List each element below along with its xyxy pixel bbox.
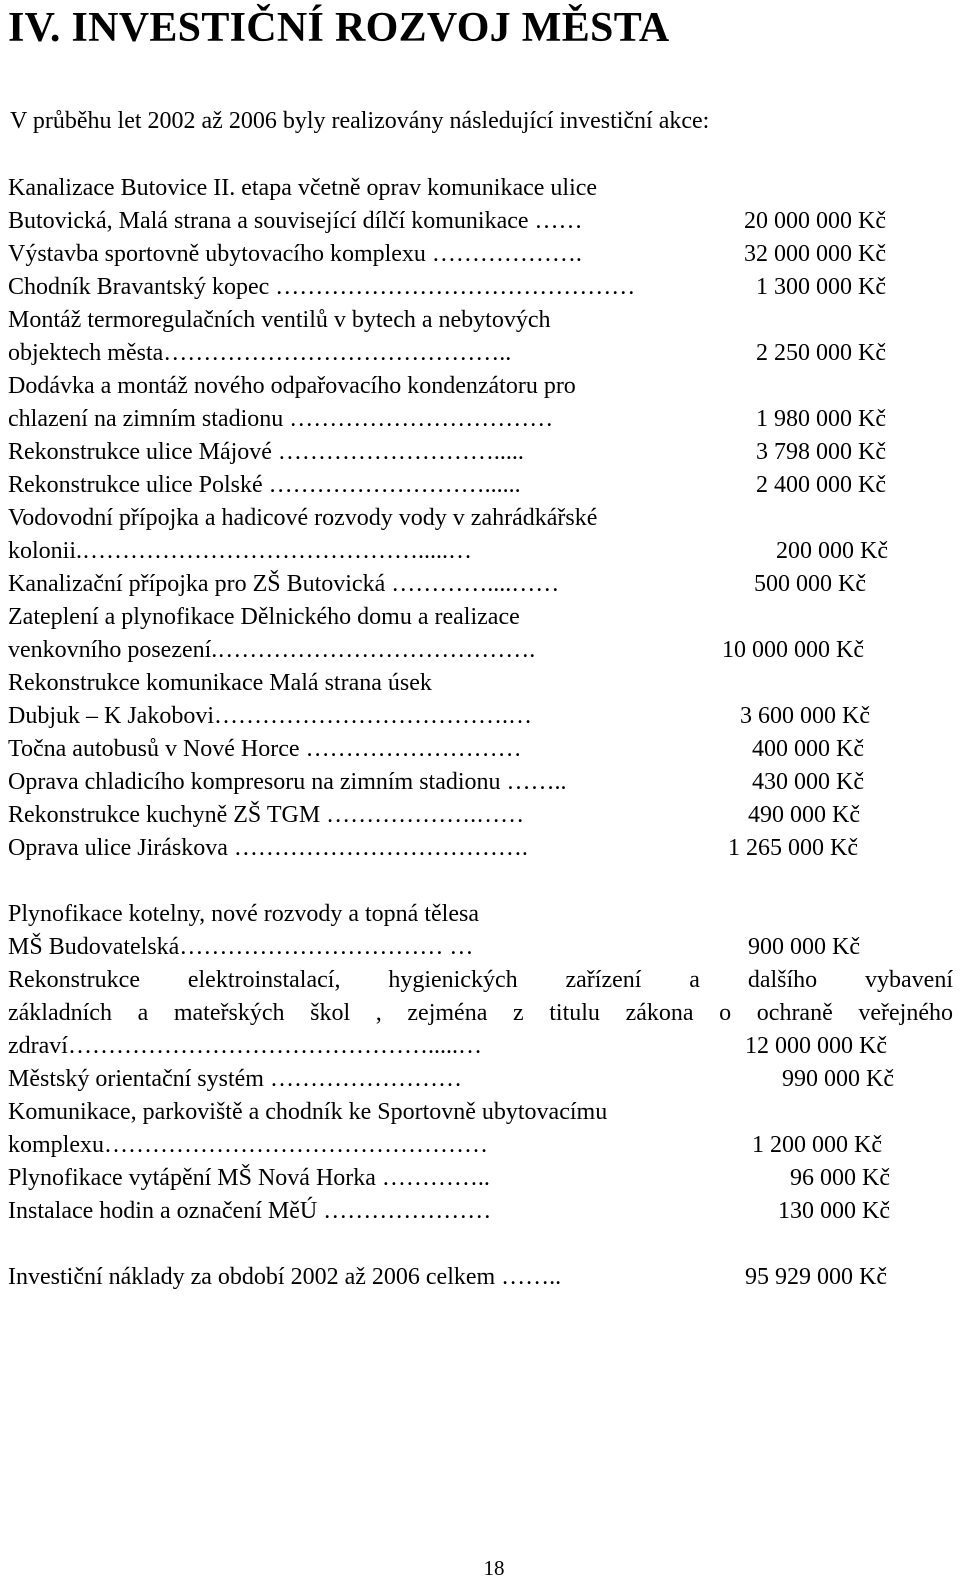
investment-item-continuation xyxy=(8,601,953,634)
investment-item-continuation xyxy=(8,502,953,535)
item-text: Rekonstrukce komunikace Malá strana úsek xyxy=(8,670,432,696)
item-text: Vodovodní přípojka a hadicové rozvody vody v zahrádkářské xyxy=(8,505,598,531)
item-text: zdraví……………………………………….....… xyxy=(8,1033,482,1059)
item-text: Plynofikace vytápění MŠ Nová Horka ………….. xyxy=(8,1165,490,1191)
item-amount: 96 000 Kč xyxy=(790,1165,890,1191)
item-amount: 500 000 Kč xyxy=(754,571,866,597)
item-amount: 130 000 Kč xyxy=(778,1198,890,1224)
item-text: Investiční náklady za období 2002 až 2006 celkem …….. xyxy=(8,1264,562,1290)
item-amount: 400 000 Kč xyxy=(752,736,864,762)
item-text: Chodník Bravantský kopec ……………………………………… xyxy=(8,274,636,300)
item-text: Rekonstrukce ulice Polské ………………………...... xyxy=(8,472,521,498)
item-amount: 1 265 000 Kč xyxy=(728,835,858,861)
item-amount: 3 600 000 Kč xyxy=(740,703,870,729)
document-title: IV. INVESTIČNÍ ROZVOJ MĚSTA xyxy=(8,5,670,51)
item-text: komplexu………………………………………… xyxy=(8,1132,488,1158)
investment-item-continuation xyxy=(8,997,953,1030)
investment-item-continuation xyxy=(8,304,953,337)
item-amount: 1 200 000 Kč xyxy=(752,1132,882,1158)
item-text: Montáž termoregulačních ventilů v bytech a nebytových xyxy=(8,307,551,333)
investment-item xyxy=(8,799,953,832)
item-amount: 430 000 Kč xyxy=(752,769,864,795)
investment-item-continuation xyxy=(8,370,953,403)
item-text: Kanalizační přípojka pro ZŠ Butovická …………....…… xyxy=(8,571,560,597)
investment-item xyxy=(8,568,953,601)
item-text: Instalace hodin a označení MěÚ ………………… xyxy=(8,1198,492,1224)
investment-item xyxy=(8,634,953,667)
item-text: Dubjuk – K Jakobovi……………………………….… xyxy=(8,703,532,729)
investment-item xyxy=(8,1063,953,1096)
item-amount: 1 980 000 Kč xyxy=(756,406,886,432)
item-text: Výstavba sportovně ubytovacího komplexu ………………. xyxy=(8,241,582,267)
investment-item xyxy=(8,436,953,469)
investment-item xyxy=(8,733,953,766)
item-amount: 2 250 000 Kč xyxy=(756,340,886,366)
investment-item xyxy=(8,271,953,304)
item-text: základních a mateřských škol , zejména z titulu zákona o ochraně veřejného xyxy=(8,1000,953,1026)
investment-item xyxy=(8,238,953,271)
item-amount: 990 000 Kč xyxy=(782,1066,894,1092)
item-text: Točna autobusů v Nové Horce ……………………… xyxy=(8,736,522,762)
investment-item xyxy=(8,1129,953,1162)
investment-item xyxy=(8,1261,953,1294)
item-text: Plynofikace kotelny, nové rozvody a topná tělesa xyxy=(8,901,479,927)
investment-item xyxy=(8,1030,953,1063)
item-text: venkovního posezení.…………………………………. xyxy=(8,637,536,663)
investment-item-continuation xyxy=(8,667,953,700)
item-amount: 200 000 Kč xyxy=(776,538,888,564)
item-text: Oprava chladicího kompresoru na zimním stadionu …….. xyxy=(8,769,567,795)
item-amount: 12 000 000 Kč xyxy=(745,1033,887,1059)
item-text: Zateplení a plynofikace Dělnického domu a realizace xyxy=(8,604,520,630)
page-number: 18 xyxy=(483,1556,505,1580)
item-text: Rekonstrukce ulice Májové ………………………..... xyxy=(8,439,524,465)
investment-item xyxy=(8,469,953,502)
investment-item xyxy=(8,1195,953,1228)
item-amount: 32 000 000 Kč xyxy=(744,241,886,267)
investment-item xyxy=(8,535,953,568)
item-amount: 1 300 000 Kč xyxy=(756,274,886,300)
item-text: chlazení na zimním stadionu …………………………… xyxy=(8,406,554,432)
intro-paragraph: V průběhu let 2002 až 2006 byly realizovány následující investiční akce: xyxy=(10,108,710,134)
investment-item xyxy=(8,337,953,370)
item-text: Dodávka a montáž nového odpařovacího kondenzátoru pro xyxy=(8,373,576,399)
investment-item-continuation xyxy=(8,1096,953,1129)
item-amount: 3 798 000 Kč xyxy=(756,439,886,465)
item-amount: 20 000 000 Kč xyxy=(744,208,886,234)
investment-item xyxy=(8,766,953,799)
item-text: Rekonstrukce kuchyně ZŠ TGM ……………….…… xyxy=(8,802,525,828)
investment-item-continuation xyxy=(8,898,953,931)
investment-item xyxy=(8,1162,953,1195)
item-text: kolonii.…………………………………….....… xyxy=(8,538,473,564)
item-amount: 95 929 000 Kč xyxy=(745,1264,887,1290)
item-amount: 10 000 000 Kč xyxy=(722,637,864,663)
item-text: Rekonstrukce elektroinstalací, hygienických zařízení a dalšího vybavení xyxy=(8,967,953,993)
item-text: Městský orientační systém …………………… xyxy=(8,1066,462,1092)
item-text: MŠ Budovatelská…………………………… … xyxy=(8,934,474,960)
investment-item-continuation xyxy=(8,964,953,997)
investment-item xyxy=(8,700,953,733)
item-text: objektech města…………………………………….. xyxy=(8,340,512,366)
item-text: Butovická, Malá strana a související dílčí komunikace …… xyxy=(8,208,583,234)
investment-item xyxy=(8,832,953,865)
item-text: Oprava ulice Jiráskova ………………………………. xyxy=(8,835,528,861)
item-amount: 490 000 Kč xyxy=(748,802,860,828)
item-text: Komunikace, parkoviště a chodník ke Sportovně ubytovacímu xyxy=(8,1099,608,1125)
item-text: Kanalizace Butovice II. etapa včetně oprav komunikace ulice xyxy=(8,175,598,201)
item-amount: 2 400 000 Kč xyxy=(756,472,886,498)
investment-item xyxy=(8,205,953,238)
investment-item xyxy=(8,931,953,964)
investment-item xyxy=(8,403,953,436)
investment-item-continuation xyxy=(8,172,953,205)
item-amount: 900 000 Kč xyxy=(748,934,860,960)
